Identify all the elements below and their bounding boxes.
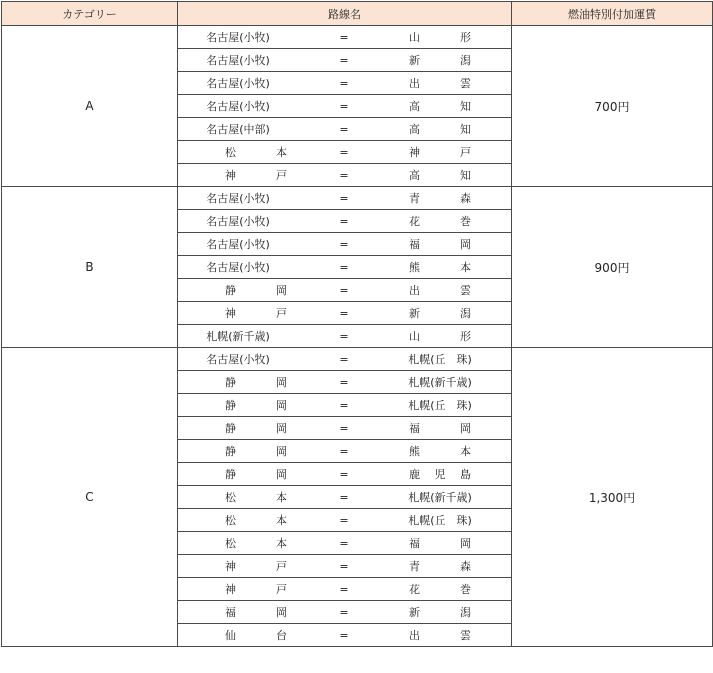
- route-equals: =: [339, 444, 349, 458]
- route-destination: 札幌(新千歳): [408, 376, 472, 389]
- route-cell: [178, 279, 512, 302]
- route-destination: 新 潟: [409, 606, 471, 619]
- route-origin: 静 岡: [225, 468, 287, 481]
- route-equals: =: [339, 513, 349, 527]
- route-cell: [178, 95, 512, 118]
- route-line: [178, 509, 511, 531]
- route-origin: 静 岡: [225, 399, 287, 412]
- route-line: [178, 210, 511, 232]
- route-destination: 高 知: [409, 100, 471, 113]
- route-cell: [178, 164, 512, 187]
- table-row: [2, 187, 713, 210]
- route-cell: [178, 256, 512, 279]
- route-destination: 青 森: [409, 560, 471, 573]
- route-equals: =: [339, 168, 349, 182]
- route-line: [178, 601, 511, 623]
- route-origin: 名古屋(小牧): [206, 100, 270, 113]
- route-cell: [178, 118, 512, 141]
- route-origin: 松 本: [225, 146, 287, 159]
- route-destination: 新 潟: [409, 307, 471, 320]
- route-cell: [178, 463, 512, 486]
- route-origin: 名古屋(小牧): [206, 31, 270, 44]
- route-destination: 高 知: [409, 169, 471, 182]
- route-equals: =: [339, 398, 349, 412]
- route-equals: =: [339, 53, 349, 67]
- route-cell: [178, 486, 512, 509]
- route-destination: 青 森: [409, 192, 471, 205]
- fuel-surcharge-table: [1, 1, 713, 647]
- route-origin: 名古屋(小牧): [206, 261, 270, 274]
- route-destination: 熊 本: [409, 445, 471, 458]
- header-route: 路線名: [178, 2, 512, 26]
- route-cell: [178, 624, 512, 647]
- route-equals: =: [339, 30, 349, 44]
- header-fee: 燃油特別付加運賃: [512, 2, 713, 26]
- route-cell: [178, 509, 512, 532]
- route-line: [178, 463, 511, 485]
- header-category: カテゴリー: [2, 2, 178, 26]
- route-equals: =: [339, 191, 349, 205]
- table-row: [2, 348, 713, 371]
- route-cell: [178, 233, 512, 256]
- route-cell: [178, 325, 512, 348]
- route-origin: 福 岡: [225, 606, 287, 619]
- route-destination: 花 巻: [409, 583, 471, 596]
- table-body: [2, 26, 713, 647]
- route-line: [178, 417, 511, 439]
- route-origin: 静 岡: [225, 284, 287, 297]
- route-equals: =: [339, 214, 349, 228]
- route-destination: 熊 本: [409, 261, 471, 274]
- route-origin: 静 岡: [225, 445, 287, 458]
- route-origin: 名古屋(小牧): [206, 215, 270, 228]
- route-destination: 花 巻: [409, 215, 471, 228]
- route-equals: =: [339, 145, 349, 159]
- route-origin: 神 戸: [225, 307, 287, 320]
- route-origin: 名古屋(中部): [206, 123, 270, 136]
- route-cell: [178, 348, 512, 371]
- route-equals: =: [339, 628, 349, 642]
- route-destination: 山 形: [409, 31, 471, 44]
- route-equals: =: [339, 536, 349, 550]
- route-line: [178, 440, 511, 462]
- route-destination: 福 岡: [409, 238, 471, 251]
- route-line: [178, 49, 511, 71]
- route-cell: [178, 532, 512, 555]
- route-destination: 札幌(丘 珠): [408, 514, 472, 527]
- route-destination: 出 雲: [409, 284, 471, 297]
- route-line: [178, 302, 511, 324]
- route-destination: 札幌(新千歳): [408, 491, 472, 504]
- route-equals: =: [339, 559, 349, 573]
- route-line: [178, 72, 511, 94]
- route-line: [178, 578, 511, 600]
- route-equals: =: [339, 283, 349, 297]
- route-origin: 名古屋(小牧): [206, 238, 270, 251]
- route-equals: =: [339, 122, 349, 136]
- route-destination: 高 知: [409, 123, 471, 136]
- fee-cell: 900円: [512, 187, 713, 348]
- route-line: [178, 233, 511, 255]
- route-cell: [178, 72, 512, 95]
- route-origin: 神 戸: [225, 560, 287, 573]
- route-equals: =: [339, 582, 349, 596]
- route-line: [178, 26, 511, 48]
- category-cell: A: [2, 26, 178, 187]
- route-line: [178, 624, 511, 646]
- route-line: [178, 371, 511, 393]
- route-destination: 鹿 児 島: [409, 468, 471, 481]
- route-line: [178, 141, 511, 163]
- route-line: [178, 555, 511, 577]
- route-equals: =: [339, 237, 349, 251]
- route-line: [178, 486, 511, 508]
- route-equals: =: [339, 99, 349, 113]
- route-destination: 出 雲: [409, 629, 471, 642]
- route-destination: 札幌(丘 珠): [408, 353, 472, 366]
- route-line: [178, 394, 511, 416]
- route-line: [178, 118, 511, 140]
- route-cell: [178, 417, 512, 440]
- route-origin: 静 岡: [225, 422, 287, 435]
- route-origin: 仙 台: [225, 629, 287, 642]
- route-cell: [178, 578, 512, 601]
- route-cell: [178, 141, 512, 164]
- route-origin: 神 戸: [225, 583, 287, 596]
- fee-cell: 700円: [512, 26, 713, 187]
- route-line: [178, 95, 511, 117]
- route-cell: [178, 49, 512, 72]
- route-cell: [178, 302, 512, 325]
- route-cell: [178, 26, 512, 49]
- route-cell: [178, 555, 512, 578]
- route-equals: =: [339, 375, 349, 389]
- header-row: [2, 2, 713, 26]
- route-equals: =: [339, 490, 349, 504]
- route-cell: [178, 371, 512, 394]
- route-cell: [178, 440, 512, 463]
- route-origin: 名古屋(小牧): [206, 54, 270, 67]
- route-destination: 福 岡: [409, 422, 471, 435]
- route-destination: 出 雲: [409, 77, 471, 90]
- route-cell: [178, 601, 512, 624]
- route-destination: 福 岡: [409, 537, 471, 550]
- route-line: [178, 325, 511, 347]
- route-destination: 札幌(丘 珠): [408, 399, 472, 412]
- route-line: [178, 279, 511, 301]
- fee-cell: 1,300円: [512, 348, 713, 647]
- route-origin: 神 戸: [225, 169, 287, 182]
- route-cell: [178, 210, 512, 233]
- route-origin: 松 本: [225, 514, 287, 527]
- route-equals: =: [339, 306, 349, 320]
- route-destination: 神 戸: [409, 146, 471, 159]
- route-equals: =: [339, 605, 349, 619]
- route-line: [178, 348, 511, 370]
- route-cell: [178, 394, 512, 417]
- route-destination: 新 潟: [409, 54, 471, 67]
- route-equals: =: [339, 467, 349, 481]
- route-cell: [178, 187, 512, 210]
- route-origin: 札幌(新千歳): [206, 330, 270, 343]
- route-equals: =: [339, 76, 349, 90]
- route-line: [178, 256, 511, 278]
- table-row: [2, 26, 713, 49]
- route-equals: =: [339, 421, 349, 435]
- route-origin: 名古屋(小牧): [206, 353, 270, 366]
- route-origin: 松 本: [225, 537, 287, 550]
- route-line: [178, 187, 511, 209]
- route-equals: =: [339, 260, 349, 274]
- route-origin: 松 本: [225, 491, 287, 504]
- category-cell: C: [2, 348, 178, 647]
- route-line: [178, 532, 511, 554]
- route-origin: 名古屋(小牧): [206, 192, 270, 205]
- route-equals: =: [339, 329, 349, 343]
- category-cell: B: [2, 187, 178, 348]
- route-origin: 名古屋(小牧): [206, 77, 270, 90]
- route-line: [178, 164, 511, 186]
- route-destination: 山 形: [409, 330, 471, 343]
- route-origin: 静 岡: [225, 376, 287, 389]
- route-equals: =: [339, 352, 349, 366]
